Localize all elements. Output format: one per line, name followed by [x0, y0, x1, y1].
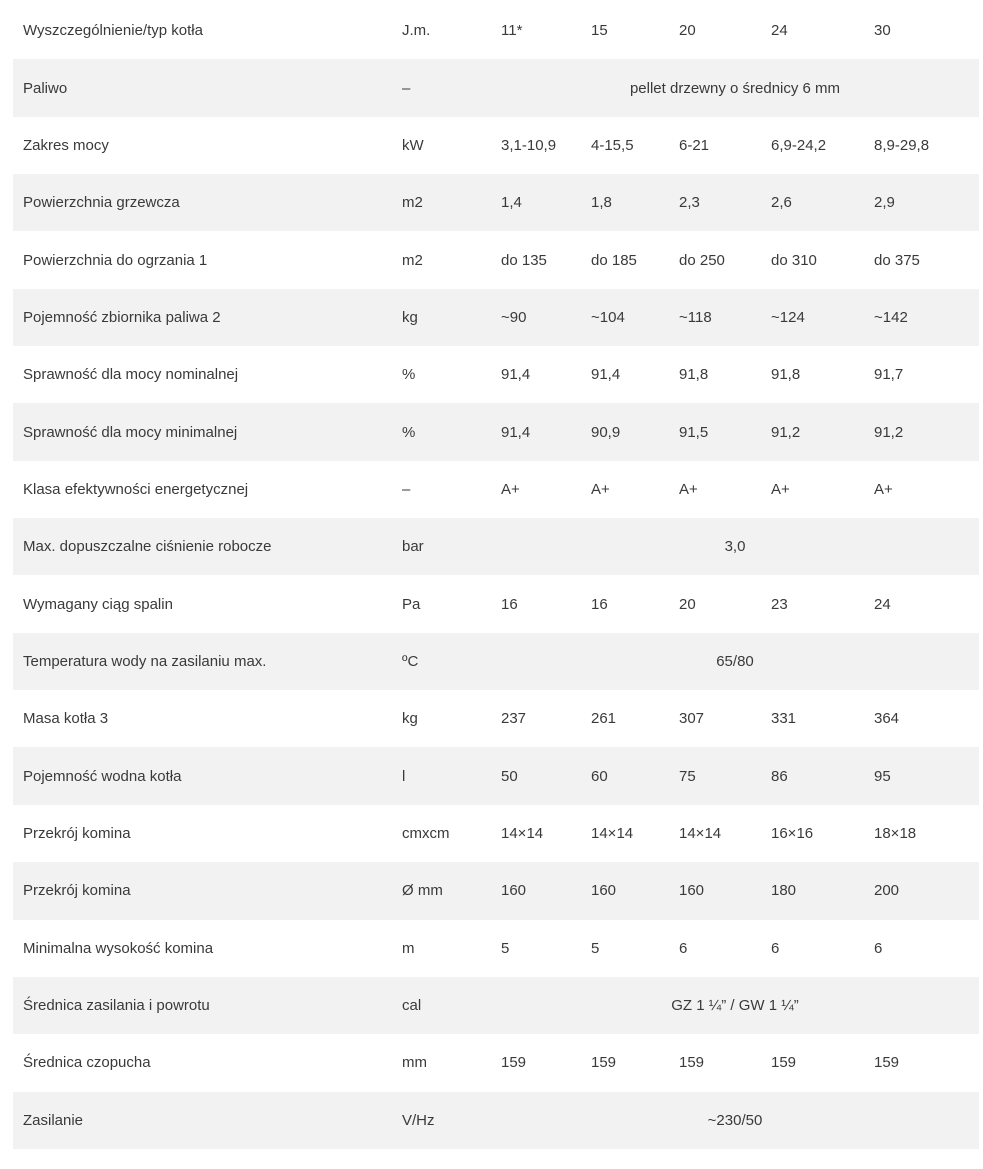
row-unit: kg: [402, 289, 501, 346]
row-unit: l: [402, 747, 501, 804]
value-cell: 2,3: [679, 174, 771, 231]
value-cell: 6-21: [679, 136, 710, 154]
value-cell: 50: [501, 747, 591, 804]
value-cell: 159: [874, 1054, 900, 1072]
value-cell: 18×18: [874, 824, 917, 842]
table-row: [13, 2, 979, 59]
table-row: [13, 690, 979, 747]
row-label: Temperatura wody na zasilaniu max.: [13, 633, 402, 690]
table-row: [13, 346, 979, 403]
value-cell: 91,2: [874, 403, 979, 460]
value-cell: 24: [771, 22, 788, 40]
table-row: [13, 747, 979, 804]
row-label: Sprawność dla mocy minimalnej: [13, 403, 402, 460]
value-cell: do 185: [591, 251, 637, 269]
row-label: Masa kotła 3: [23, 710, 109, 728]
value-cell: 364: [874, 710, 900, 728]
value-cell: 24: [874, 595, 891, 613]
value-cell: 331: [771, 710, 797, 728]
value-cell: 261: [591, 710, 617, 728]
value-cell: 14×14: [679, 824, 722, 842]
table-row: [13, 862, 979, 919]
row-label: Zakres mocy: [23, 136, 109, 154]
row-label: Wyszczególnienie/typ kotła: [23, 22, 203, 40]
value-cell: 237: [501, 710, 527, 728]
value-cell: 4-15,5: [591, 136, 634, 154]
value-cell: 16×16: [771, 824, 814, 842]
row-label: Zasilanie: [13, 1092, 402, 1149]
value-cell: A+: [874, 480, 893, 498]
value-cell: 160: [679, 862, 771, 919]
value-cell: 2,9: [874, 174, 979, 231]
table-row: [13, 1034, 979, 1091]
value-cell: 60: [591, 747, 679, 804]
row-label: Przekrój komina: [13, 862, 402, 919]
table-row: [13, 575, 979, 632]
table-row: [13, 633, 979, 690]
row-unit: J.m.: [402, 22, 431, 40]
table-row: [13, 920, 979, 977]
table-row: [13, 805, 979, 862]
row-unit: –: [402, 480, 411, 498]
value-cell: 159: [771, 1054, 797, 1072]
merged-value-cell: GZ 1 ¼” / GW 1 ¼”: [501, 977, 979, 1034]
row-label: Powierzchnia grzewcza: [13, 174, 402, 231]
value-cell: A+: [771, 480, 790, 498]
value-cell: 11*: [501, 22, 523, 40]
row-label: Klasa efektywności energetycznej: [23, 480, 249, 498]
value-cell: 5: [501, 939, 510, 957]
value-cell: 91,7: [874, 366, 904, 384]
value-cell: 5: [591, 939, 600, 957]
table-row: [13, 1092, 979, 1149]
value-cell: 91,8: [771, 366, 801, 384]
row-unit: m2: [402, 174, 501, 231]
value-cell: 8,9-29,8: [874, 136, 930, 154]
row-unit: %: [402, 366, 416, 384]
value-cell: ~118: [679, 289, 771, 346]
value-cell: 91,4: [501, 403, 591, 460]
row-unit: kW: [402, 136, 424, 154]
row-unit: bar: [402, 518, 501, 575]
row-unit: Pa: [402, 595, 421, 613]
row-unit: %: [402, 403, 501, 460]
value-cell: 1,4: [501, 174, 591, 231]
row-unit: Ø mm: [402, 862, 501, 919]
value-cell: 91,5: [679, 403, 771, 460]
row-label: Pojemność zbiornika paliwa 2: [13, 289, 402, 346]
value-cell: ~142: [874, 289, 979, 346]
table-row: [13, 59, 979, 116]
row-unit: ºC: [402, 633, 501, 690]
value-cell: 6: [874, 939, 883, 957]
row-unit: mm: [402, 1054, 427, 1072]
value-cell: 14×14: [591, 824, 634, 842]
value-cell: 6: [771, 939, 780, 957]
value-cell: 160: [501, 862, 591, 919]
row-label: Pojemność wodna kotła: [13, 747, 402, 804]
row-unit: kg: [402, 710, 418, 728]
value-cell: 16: [591, 595, 608, 613]
table-row: [13, 403, 979, 460]
value-cell: 91,2: [771, 403, 874, 460]
value-cell: 1,8: [591, 174, 679, 231]
value-cell: 23: [771, 595, 788, 613]
row-label: Średnica zasilania i powrotu: [13, 977, 402, 1034]
value-cell: 15: [591, 22, 608, 40]
table-row: [13, 174, 979, 231]
row-unit: V/Hz: [402, 1092, 501, 1149]
value-cell: ~124: [771, 289, 874, 346]
value-cell: 95: [874, 747, 979, 804]
value-cell: 91,4: [591, 366, 621, 384]
row-unit: m: [402, 939, 415, 957]
row-unit: –: [402, 59, 501, 116]
table-row: [13, 231, 979, 288]
table-row: [13, 518, 979, 575]
row-label: Max. dopuszczalne ciśnienie robocze: [13, 518, 402, 575]
table-row: [13, 289, 979, 346]
value-cell: 2,6: [771, 174, 874, 231]
value-cell: A+: [501, 480, 520, 498]
row-unit: m2: [402, 251, 423, 269]
table-row: [13, 977, 979, 1034]
row-label: Wymagany ciąg spalin: [23, 595, 173, 613]
value-cell: do 135: [501, 251, 547, 269]
value-cell: 75: [679, 747, 771, 804]
table-row: [13, 461, 979, 518]
merged-value-cell: ~230/50: [501, 1092, 979, 1149]
value-cell: ~104: [591, 289, 679, 346]
row-label: Przekrój komina: [23, 824, 131, 842]
row-label: Sprawność dla mocy nominalnej: [23, 366, 239, 384]
value-cell: 6: [679, 939, 688, 957]
value-cell: A+: [591, 480, 610, 498]
row-unit: cmxcm: [402, 824, 450, 842]
value-cell: do 310: [771, 251, 817, 269]
value-cell: 16: [501, 595, 518, 613]
value-cell: 160: [591, 862, 679, 919]
boiler-spec-table: [13, 2, 979, 1149]
row-label: Średnica czopucha: [23, 1054, 151, 1072]
value-cell: 91,4: [501, 366, 531, 384]
value-cell: ~90: [501, 289, 591, 346]
value-cell: A+: [679, 480, 698, 498]
row-unit: cal: [402, 977, 501, 1034]
table-row: [13, 117, 979, 174]
value-cell: 307: [679, 710, 705, 728]
value-cell: 159: [501, 1054, 527, 1072]
value-cell: 3,1-10,9: [501, 136, 557, 154]
merged-value-cell: 3,0: [501, 518, 979, 575]
value-cell: 90,9: [591, 403, 679, 460]
value-cell: 30: [874, 22, 891, 40]
value-cell: 20: [679, 22, 696, 40]
spec-table-body: [13, 2, 979, 1149]
row-label: Minimalna wysokość komina: [23, 939, 214, 957]
value-cell: 86: [771, 747, 874, 804]
value-cell: 159: [679, 1054, 705, 1072]
value-cell: 180: [771, 862, 874, 919]
value-cell: 200: [874, 862, 979, 919]
row-label: Powierzchnia do ogrzania 1: [23, 251, 208, 269]
value-cell: 6,9-24,2: [771, 136, 827, 154]
merged-value-cell: 65/80: [501, 633, 979, 690]
value-cell: 159: [591, 1054, 617, 1072]
value-cell: 20: [679, 595, 696, 613]
value-cell: do 375: [874, 251, 920, 269]
value-cell: 14×14: [501, 824, 544, 842]
merged-value-cell: pellet drzewny o średnicy 6 mm: [501, 59, 979, 116]
value-cell: 91,8: [679, 366, 709, 384]
value-cell: do 250: [679, 251, 725, 269]
row-label: Paliwo: [13, 59, 402, 116]
